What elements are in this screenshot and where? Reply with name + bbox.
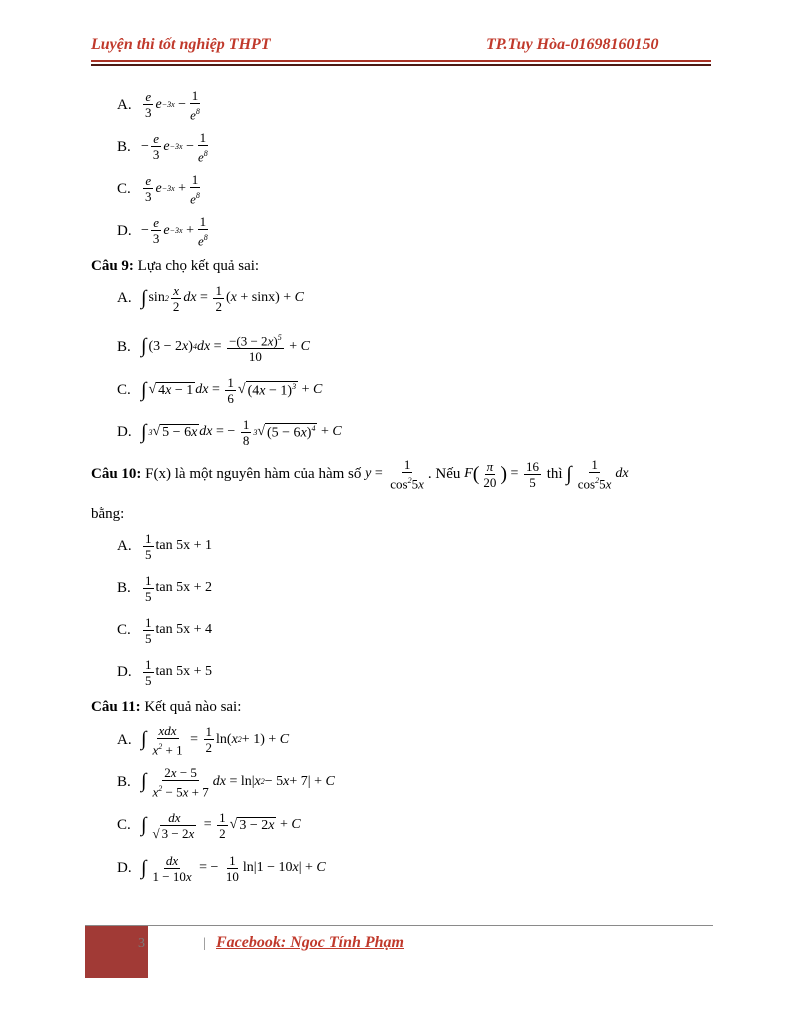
footer-facebook-link[interactable]: Facebook: Ngoc Tính Phạm xyxy=(216,934,404,951)
math-expression: ∫ sin 2 $\frac{x}{2}$ dx = $\frac{1}{2}$ ( x + sinx) + C xyxy=(141,282,304,314)
question-text: F(x) là một nguyên hàm của hàm số xyxy=(145,465,362,482)
q11-option-c: C. ∫ $\frac{dx}{√ 3 - 2x}$ = $\frac{1}{2}$ √ 3 − 2x + C xyxy=(117,809,301,841)
prev-option-d: D. − $\frac{e}{3}$ e −3x + $\frac{1}{e^8}$ xyxy=(117,211,212,251)
header-title: Luyện thi tốt nghiệp THPT xyxy=(91,36,271,53)
prev-option-c: C. $\frac{e}{3}$ e −3x + $\frac{1}{e^8}$ xyxy=(117,169,204,209)
header-rule xyxy=(91,60,711,62)
header-contact: TP.Tuy Hòa-01698160150 xyxy=(486,36,659,53)
math-expression: $\frac{e}{3}$ e −3x + $\frac{1}{e^8}$ xyxy=(145,171,200,207)
prev-option-a: A. $\frac{e}{3}$ e −3x − $\frac{1}{e^8}$ xyxy=(117,85,204,125)
footer-accent-box xyxy=(85,926,148,978)
math-expression: ∫ $\frac{2x - 5}{x^2 - 5x + 7}$ dx = ln| x 2 − 5 x + 7| + C xyxy=(141,764,335,800)
q9-option-b: B. ∫ (3 − 2 x ) 4 dx = $\frac{-(3 - 2x)^5}{10}$ + C xyxy=(117,327,310,367)
question-number: Câu 11: xyxy=(91,699,141,715)
prev-option-b: B. − $\frac{e}{3}$ e −3x − $\frac{1}{e^8}$ xyxy=(117,127,212,167)
math-expression: ∫ $\frac{\text{xdx}}{x^2 + 1}$ = $\frac{1}{2}$ ln( x 2 + 1) + C xyxy=(141,722,290,758)
math-integral: ∫ $\frac{1}{\cos^25x}$ dx xyxy=(566,457,629,492)
footer-separator: | xyxy=(203,936,206,951)
math-expression: − $\frac{e}{3}$ e −3x + $\frac{1}{e^8}$ xyxy=(141,213,208,249)
question-text: Kết quả nào sai: xyxy=(144,699,242,715)
page-number: 3 xyxy=(138,936,145,951)
header-rule-dark xyxy=(91,64,711,66)
question-number: Câu 10: xyxy=(91,465,142,482)
q10-option-b: B. $\frac{1}{5}$ tan 5x + 2 xyxy=(117,572,212,604)
q11-option-b: B. ∫ $\frac{2x - 5}{x^2 - 5x + 7}$ dx = ln| x 2 − 5 x + 7| + C xyxy=(117,764,335,800)
math-expression: − $\frac{e}{3}$ e −3x − $\frac{1}{e^8}$ xyxy=(141,129,208,165)
question-11 xyxy=(91,699,241,716)
math-expression: ∫ √ 4x − 1 dx = $\frac{1}{6}$ √ $(4x - 1)^3$ + C xyxy=(141,374,323,406)
page-header xyxy=(91,36,711,58)
question-number: Câu 9: xyxy=(91,258,134,274)
question-9 xyxy=(91,258,259,275)
math-expression: ∫ $\frac{dx}{√ 3 - 2x}$ = $\frac{1}{2}$ √ 3 − 2x + C xyxy=(141,809,301,841)
math-expression: ∫ $\frac{dx}{1 - 10x}$ = − $\frac{1}{10}$ ln|1 − 10 x | + C xyxy=(141,852,326,884)
math-condition: F ( $\frac{\pi}{20}$ ) = $\frac{16}{5}$ xyxy=(464,458,539,490)
math-expression: ∫ 3 √ 5 − 6x dx = − $\frac{1}{8}$ 3 √ $(5 - 6x)^4$ + C xyxy=(141,416,342,448)
q9-option-c: C. ∫ √ 4x − 1 dx = $\frac{1}{6}$ √ $(4x - 1)^3$ + C xyxy=(117,374,323,406)
math-expression: ∫ (3 − 2 x ) 4 dx = $\frac{-(3 - 2x)^5}{10}$ + C xyxy=(141,330,310,364)
q10-option-d: D. $\frac{1}{5}$ tan 5x + 5 xyxy=(117,656,212,688)
q9-option-d: D. ∫ 3 √ 5 − 6x dx = − $\frac{1}{8}$ 3 √ $(5 - 6x)^4$ + C xyxy=(117,416,342,448)
q9-option-a: A. ∫ sin 2 $\frac{x}{2}$ dx = $\frac{1}{2}$ ( x + sinx) + C xyxy=(117,282,304,314)
q10-option-a: A. $\frac{1}{5}$ tan 5x + 1 xyxy=(117,530,212,562)
footer-rule xyxy=(85,925,713,926)
question-10: Câu 10: F(x) là một nguyên hàm của hàm số y = $\frac{1}{\cos^25x}$ . Nếu F ( $\frac{\pi}{20}$ ) = $\frac{16}{5}$ thì ∫ $\frac{1}{\cos^25x}$ dx xyxy=(91,457,629,492)
q11-option-a: A. ∫ $\frac{\text{xdx}}{x^2 + 1}$ = $\frac{1}{2}$ ln( x 2 + 1) + C xyxy=(117,722,290,758)
math-function: y = $\frac{1}{\cos^25x}$ xyxy=(365,457,424,492)
q10-option-c: C. $\frac{1}{5}$ tan 5x + 4 xyxy=(117,614,212,646)
math-expression: $\frac{e}{3}$ e −3x − $\frac{1}{e^8}$ xyxy=(145,87,200,123)
question-text: Lựa chọ kết quả sai: xyxy=(137,258,260,274)
question-10-tail: bằng: xyxy=(91,506,125,522)
q11-option-d: D. ∫ $\frac{dx}{1 - 10x}$ = − $\frac{1}{10}$ ln|1 − 10 x | + C xyxy=(117,852,326,884)
